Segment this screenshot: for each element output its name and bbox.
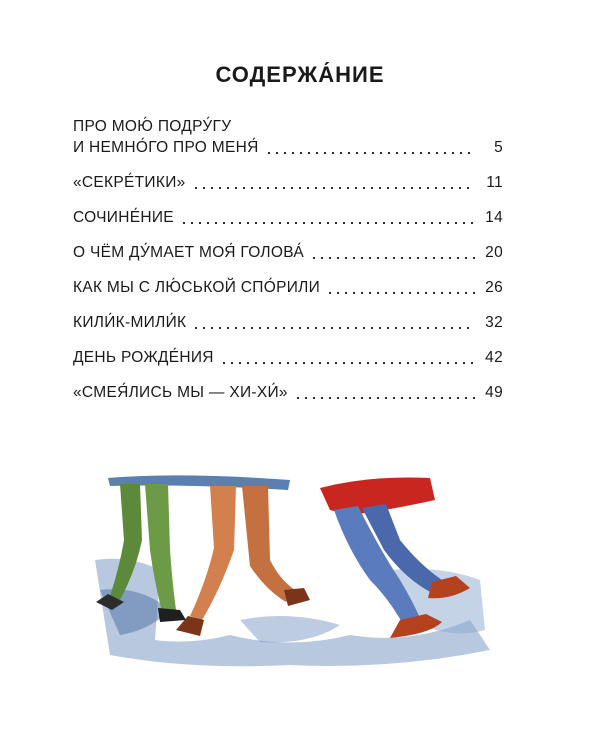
dot-leader bbox=[192, 327, 475, 329]
dot-leader bbox=[326, 292, 475, 294]
entry-title: «СЕКРЕ́ТИКИ» bbox=[73, 174, 186, 191]
toc-entry[interactable] bbox=[73, 382, 503, 403]
dot-leader bbox=[265, 152, 475, 154]
table-of-contents bbox=[73, 116, 503, 417]
toc-entry[interactable] bbox=[73, 277, 503, 298]
entry-title: О ЧЁМ ДУ́МАЕТ МОЯ́ ГОЛОВА́ bbox=[73, 244, 304, 261]
page-number: 5 bbox=[494, 139, 503, 156]
page-number: 49 bbox=[485, 384, 503, 401]
page-number: 42 bbox=[485, 349, 503, 366]
page-number: 20 bbox=[485, 244, 503, 261]
toc-entry[interactable] bbox=[73, 172, 503, 193]
dot-leader bbox=[310, 257, 475, 259]
dancing-legs-illustration bbox=[90, 470, 510, 670]
entry-title: КИЛИ́К-МИЛИ́К bbox=[73, 314, 187, 331]
entry-title: СОЧИНЕ́НИЕ bbox=[73, 209, 174, 226]
toc-entry[interactable] bbox=[73, 242, 503, 263]
toc-entry[interactable] bbox=[73, 116, 503, 158]
entry-title: КАК МЫ С ЛЮ́СЬКОЙ СПО́РИЛИ bbox=[73, 279, 321, 296]
entry-title: «СМЕЯ́ЛИСЬ МЫ — ХИ-ХИ́» bbox=[73, 384, 288, 401]
page-number: 14 bbox=[485, 209, 503, 226]
contents-title: СОДЕРЖА́НИЕ bbox=[215, 62, 385, 87]
page-number: 32 bbox=[485, 314, 503, 331]
toc-entry[interactable] bbox=[73, 207, 503, 228]
toc-entry[interactable] bbox=[73, 312, 503, 333]
entry-title: ДЕНЬ РОЖДЕ́НИЯ bbox=[73, 349, 214, 366]
toc-entry[interactable] bbox=[73, 347, 503, 368]
dot-leader bbox=[180, 222, 475, 224]
dot-leader bbox=[294, 397, 475, 399]
page-number: 11 bbox=[486, 174, 503, 191]
orange-legs bbox=[176, 486, 310, 636]
page-number: 26 bbox=[485, 279, 503, 296]
dot-leader bbox=[192, 187, 475, 189]
entry-title: ПРО МОЮ́ ПОДРУ́ГУ И НЕМНО́ГО ПРО МЕНЯ́ bbox=[73, 118, 259, 156]
dot-leader bbox=[220, 362, 475, 364]
